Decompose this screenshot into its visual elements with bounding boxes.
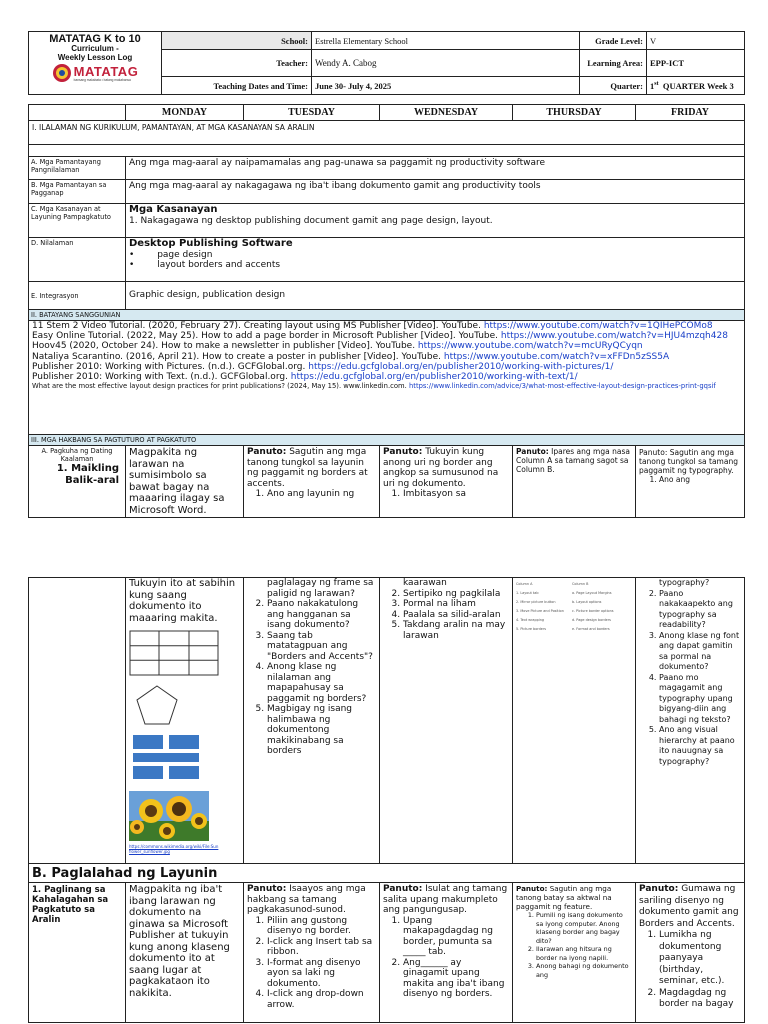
content-title: Desktop Publishing Software: [129, 238, 293, 249]
logo-tagline: bansang makabata • batang makabansa: [73, 77, 131, 82]
column-a: [516, 580, 572, 634]
list-item: 2. Ilarawan ang hitsura ng border na iyong napili.: [536, 945, 632, 962]
wednesday-continued-text: kaarawan: [403, 578, 447, 588]
list-item: 3. Anong klase ng font ang dapat gamitin sa pormal na dokumento?: [659, 631, 741, 673]
doc-subtitle-2: Weekly Lesson Log: [57, 53, 133, 62]
integration-text: Graphic design, publication design: [126, 282, 745, 310]
review-friday: Panuto: Sagutin ang mga tanong tungkol sa tamang paggamit ng typography. 1. Ano ang: [636, 446, 745, 518]
teacher-label: Teacher:: [162, 50, 312, 77]
continuation-label-cell: [29, 578, 126, 864]
column-a-item: 5. Picture borders: [516, 627, 547, 631]
objective-tuesday: Panuto: Isaayos ang mga hakbang sa tamang pagkakasunod-sunod. 1. Piliin ang gustong disenyo ng border. 2. I-click ang Insert tab sa ribbon. 3. I-format ang disenyo ayon sa laki ng dokumento. 4. I-click ang drop-down arrow.: [244, 883, 380, 1023]
column-b-header: Column B: [572, 582, 589, 586]
blocks-shape: [129, 733, 240, 785]
area-label: Learning Area:: [580, 50, 647, 77]
review-tuesday: Panuto: Sagutin ang mga tanong tungkol sa layunin ng paggamit ng borders at accents. 1. Ano ang layunin ng: [244, 446, 380, 518]
reference-link[interactable]: https://www.youtube.com/watch?v=xFFDn5zSS5A: [443, 351, 670, 362]
matching-table: [516, 580, 632, 634]
column-b-item: b. Layout options: [572, 600, 602, 604]
objective-monday: Magpakita ng iba't ibang larawan ng dokumento na ginawa sa Microsoft Publisher at tukuyin kung anong klaseng dokumento ito at saang lugar at pagkakataon ito nakikita.: [126, 883, 244, 1023]
list-item: 2. Paano nakakaapekto ang typography sa readability?: [659, 589, 741, 631]
column-a-header: Column A: [516, 582, 533, 586]
content-cell: [126, 238, 745, 282]
reference-item: What are the most effective layout design practices for print publications? (2024, May 15). www.linkedin.com. https://www.linkedin.com/advice/3/what-most-effective-layout-design-practices-print-gqsif: [32, 382, 716, 391]
competencies-text: 1. Nakagagawa ng desktop publishing document gamit ang page design, layout.: [129, 215, 493, 226]
quarter-value: 1st QUARTER Week 3: [647, 77, 745, 95]
sunflower-image: [129, 791, 240, 845]
review-monday: Magpakita ng larawan na sumisimbolo sa bawat bagay na maaaring ilagay sa Microsoft Word.: [126, 446, 244, 518]
reference-link[interactable]: https://www.linkedin.com/advice/3/what-most-effective-layout-design-practices-print-gqsif: [408, 382, 716, 391]
column-a-item: 2. Mirror picture button: [516, 600, 556, 604]
content-label: D. Nilalaman: [29, 238, 126, 282]
review-friday-cont: [636, 578, 745, 864]
day-tuesday: TUESDAY: [244, 105, 380, 121]
friday-continued-text: typography?: [659, 578, 710, 587]
logo-wordmark: MATATAG: [73, 63, 139, 79]
competencies-label: C. Mga Kasanayan at Layuning Pampagkatuto: [29, 204, 126, 238]
review-wednesday-cont: [380, 578, 513, 864]
logo-cell: [29, 32, 162, 95]
matatag-logo: [29, 63, 161, 83]
review-label-1: 1. Maikling: [56, 463, 119, 474]
prior-knowledge-label-cell: [29, 446, 126, 518]
list-item: 5. Magbigay ng isang halimbawa ng dokumentong makikinabang sa borders: [267, 704, 376, 757]
reference-item: Easy Online Tutorial. (2022, May 25). How to add a page border in Microsoft Publisher [Video]. YouTube. https://www.youtube.com/watch?v=HJU4mzqh428: [32, 331, 728, 342]
reference-item: Hoov45 (2020, October 24). How to make a newsletter in publisher [Video]. YouTube. https://www.youtube.com/watch?v=mcURyQCyqn: [32, 341, 643, 352]
content-item: • layout borders and accents: [129, 260, 281, 270]
list-item: 1. Upang makapagdagdag ng border, pumunta sa _____ tab.: [403, 916, 509, 958]
list-item: 5. Takdang aralin na may larawan: [403, 620, 509, 641]
reference-link[interactable]: https://www.youtube.com/watch?v=mcURyQCyqn: [417, 341, 643, 352]
reference-item: 11 Stem 2 Video Tutorial. (2020, February 27). Creating layout using MS Publisher [Video]. YouTube. https://www.youtube.com/watch?v=1QIHePCOMo8: [32, 321, 713, 331]
prior-knowledge-label: A. Pagkuha ng Dating Kaalaman: [41, 447, 113, 463]
school-label: School:: [162, 32, 312, 50]
column-a-item: 4. Text wrapping: [516, 618, 545, 622]
reference-item: Publisher 2010: Working with Pictures. (n.d.). GCFGlobal.org. https://edu.gcfglobal.org/en/publisher2010/working-with-pictures/1/: [32, 361, 614, 372]
sunflower-link[interactable]: https://commons.wikimedia.org/wiki/File:Sunflower_sunflower.jpg: [129, 844, 219, 854]
review-thursday: Panuto: Ipares ang mga nasa Column A sa tamang sagot sa Column B.: [513, 446, 636, 518]
content-item: • page design: [129, 249, 213, 260]
pentagon-icon: [135, 684, 179, 726]
day-monday: MONDAY: [126, 105, 244, 121]
integration-label: E. Integrasyon: [29, 282, 126, 310]
reference-item: Publisher 2010: Working with Text. (n.d.). GCFGlobal.org. https://edu.gcfglobal.org/en/publisher2010/working-with-text/1/: [32, 372, 578, 383]
pentagon-shape: [129, 684, 240, 730]
list-item: 3. Saang tab matatagpuan ang "Borders and Accents"?: [267, 631, 376, 663]
teacher-value: Wendy A. Cabog: [312, 50, 580, 77]
column-b-item: c. Picture border options: [572, 609, 614, 613]
performance-standard-text: Ang mga mag-aaral ay nakagagawa ng iba't ibang dokumento gamit ang productivity tools: [126, 180, 745, 204]
section2-title: II. BATAYANG SANGGUNIAN: [29, 310, 745, 321]
table-grid-icon: [129, 630, 219, 676]
objective-thursday: Panuto: Sagutin ang mga tanong batay sa aktwal na paggamit ng feature. 1. Pumili ng isang dokumento sa iyong computer. Anong klaseng border ang bagay dito? 2. Ilarawan ang hitsura ng border na iyong napili. 3. Anong bahagi ng dokumento ang: [513, 883, 636, 1023]
list-item: 1. Lumikha ng dokumentong paanyaya (birthday, seminar, etc.).: [659, 930, 741, 988]
list-item: 1. Piliin ang gustong disenyo ng border.: [267, 916, 376, 937]
section-b-title: B. Paglalahad ng Layunin: [29, 864, 745, 883]
review-wednesday: Panuto: Tukuyin kung anong uri ng border ang angkop sa sumusunod na uri ng dokumento. 1. Imbitasyon sa: [380, 446, 513, 518]
competencies-title: Mga Kasanayan: [129, 204, 218, 215]
column-b: [572, 580, 628, 634]
lesson-table-page2: [28, 577, 744, 1023]
list-item: 4. Anong klase ng nilalaman ang mapapahusay sa paggamit ng borders?: [267, 662, 376, 704]
area-value: EPP-ICT: [647, 50, 745, 77]
reference-item: Nataliya Scarantino. (2016, April 21). How to create a poster in publisher [Video]. YouTube. https://www.youtube.com/watch?v=xFFDn5zSS5A: [32, 351, 670, 362]
list-item: 2. Sertipiko ng pagkilala: [403, 589, 509, 600]
review-tuesday-cont: [244, 578, 380, 864]
column-a-item: 3. Move Picture and Position: [516, 609, 564, 613]
reference-link[interactable]: https://www.youtube.com/watch?v=1QIHePCOMo8: [483, 321, 713, 331]
lesson-table-page1: [28, 104, 744, 518]
review-label-2: Balik-aral: [65, 475, 119, 486]
reference-link[interactable]: https://edu.gcfglobal.org/en/publisher2010/working-with-pictures/1/: [308, 361, 614, 372]
column-b-item: d. Page design borders: [572, 618, 611, 622]
blue-blocks-icon: [131, 733, 201, 781]
section3-title: III. MGA HAKBANG SA PAGTUTURO AT PAGKATUTO: [29, 435, 745, 446]
list-item: 4. I-click ang drop-down arrow.: [267, 989, 376, 1010]
references-cell: [29, 321, 745, 435]
list-item: 3. I-format ang disenyo ayon sa laki ng dokumento.: [267, 958, 376, 990]
column-b-item: a. Page Layout Margins: [572, 591, 612, 595]
list-item: 5. Ano ang visual hierarchy at paano ito nauugnay sa typography?: [659, 725, 741, 767]
grade-label: Grade Level:: [580, 32, 647, 50]
reference-link[interactable]: https://edu.gcfglobal.org/en/publisher2010/working-with-text/1/: [290, 372, 578, 383]
section-b-label: 1. Paglinang sa Kahalagahan sa Pagkatuto sa Aralin: [29, 883, 126, 1023]
dates-value: June 30- July 4, 2025: [312, 77, 580, 95]
list-item: 3. Anong bahagi ng dokumento ang: [536, 962, 632, 979]
reference-link[interactable]: https://www.youtube.com/watch?v=HJU4mzqh428: [500, 331, 728, 342]
list-item: 2. I-click ang Insert tab sa ribbon.: [267, 937, 376, 958]
grade-value: V: [647, 32, 745, 50]
content-standard-label: A. Mga Pamantayang Pangnilalaman: [29, 157, 126, 180]
review-thursday-cont: [513, 578, 636, 864]
quarter-label: Quarter:: [580, 77, 647, 95]
tuesday-continued-text: paglalagay ng frame sa paligid ng larawan?: [267, 578, 374, 599]
objective-friday: Panuto: Gumawa ng sariling disenyo ng dokumento gamit ang Borders and Accents. 1. Lumikha ng dokumentong paanyaya (birthday, seminar, etc.). 2. Magdagdag ng border na bagay: [636, 883, 745, 1023]
list-item: 2. Magdagdag ng border na bagay: [659, 988, 741, 1011]
list-item: 4. Paalala sa silid-aralan: [403, 610, 509, 621]
content-standard-text: Ang mga mag-aaral ay naipamamalas ang pag-unawa sa paggamit ng productivity software: [126, 157, 745, 180]
day-wednesday: WEDNESDAY: [380, 105, 513, 121]
performance-standard-label: B. Mga Pamantayan sa Pagganap: [29, 180, 126, 204]
day-thursday: THURSDAY: [513, 105, 636, 121]
sunflower-icon: [129, 791, 209, 841]
list-item: 3. Pormal na liham: [403, 599, 509, 610]
spacer-row: [29, 145, 745, 157]
doc-subtitle-1: Curriculum -: [71, 44, 119, 53]
day-friday: FRIDAY: [636, 105, 745, 121]
header-block: [28, 31, 744, 95]
review-monday-cont: [126, 578, 244, 864]
competencies-cell: [126, 204, 745, 238]
column-b-item: e. Format and borders: [572, 627, 610, 631]
objective-wednesday: Panuto: Isulat ang tamang salita upang makumpleto ang pangungusap. 1. Upang makapagdagdag ng border, pumunta sa _____ tab. 2. Ang______ ay ginagamit upang makita ang iba't ibang disenyo ng borders.: [380, 883, 513, 1023]
deped-seal-icon: [52, 63, 72, 83]
column-a-item: 1. Layout tab: [516, 591, 539, 595]
doc-title: MATATAG K to 10: [49, 33, 141, 45]
dates-label: Teaching Dates and Time:: [162, 77, 312, 95]
list-item: 2. Paano nakakatulong ang hangganan sa isang dokumento?: [267, 599, 376, 631]
corner-cell: [29, 105, 126, 121]
section1-title: I. ILALAMAN NG KURIKULUM, PAMANTAYAN, AT MGA KASANAYAN SA ARALIN: [29, 121, 745, 145]
list-item: 4. Paano mo magagamit ang typography upang bigyang-diin ang bahagi ng teksto?: [659, 673, 741, 726]
school-value: Estrella Elementary School: [312, 32, 580, 50]
list-item: 1. Pumili ng isang dokumento sa iyong computer. Anong klaseng border ang bagay dito?: [536, 911, 632, 945]
table-shape: [129, 630, 240, 680]
review-monday-text: Tukuyin ito at sabihin kung saang dokumento ito maaaring makita.: [129, 578, 236, 624]
list-item: 2. Ang______ ay ginagamit upang makita ang iba't ibang disenyo ng borders.: [403, 958, 509, 1000]
